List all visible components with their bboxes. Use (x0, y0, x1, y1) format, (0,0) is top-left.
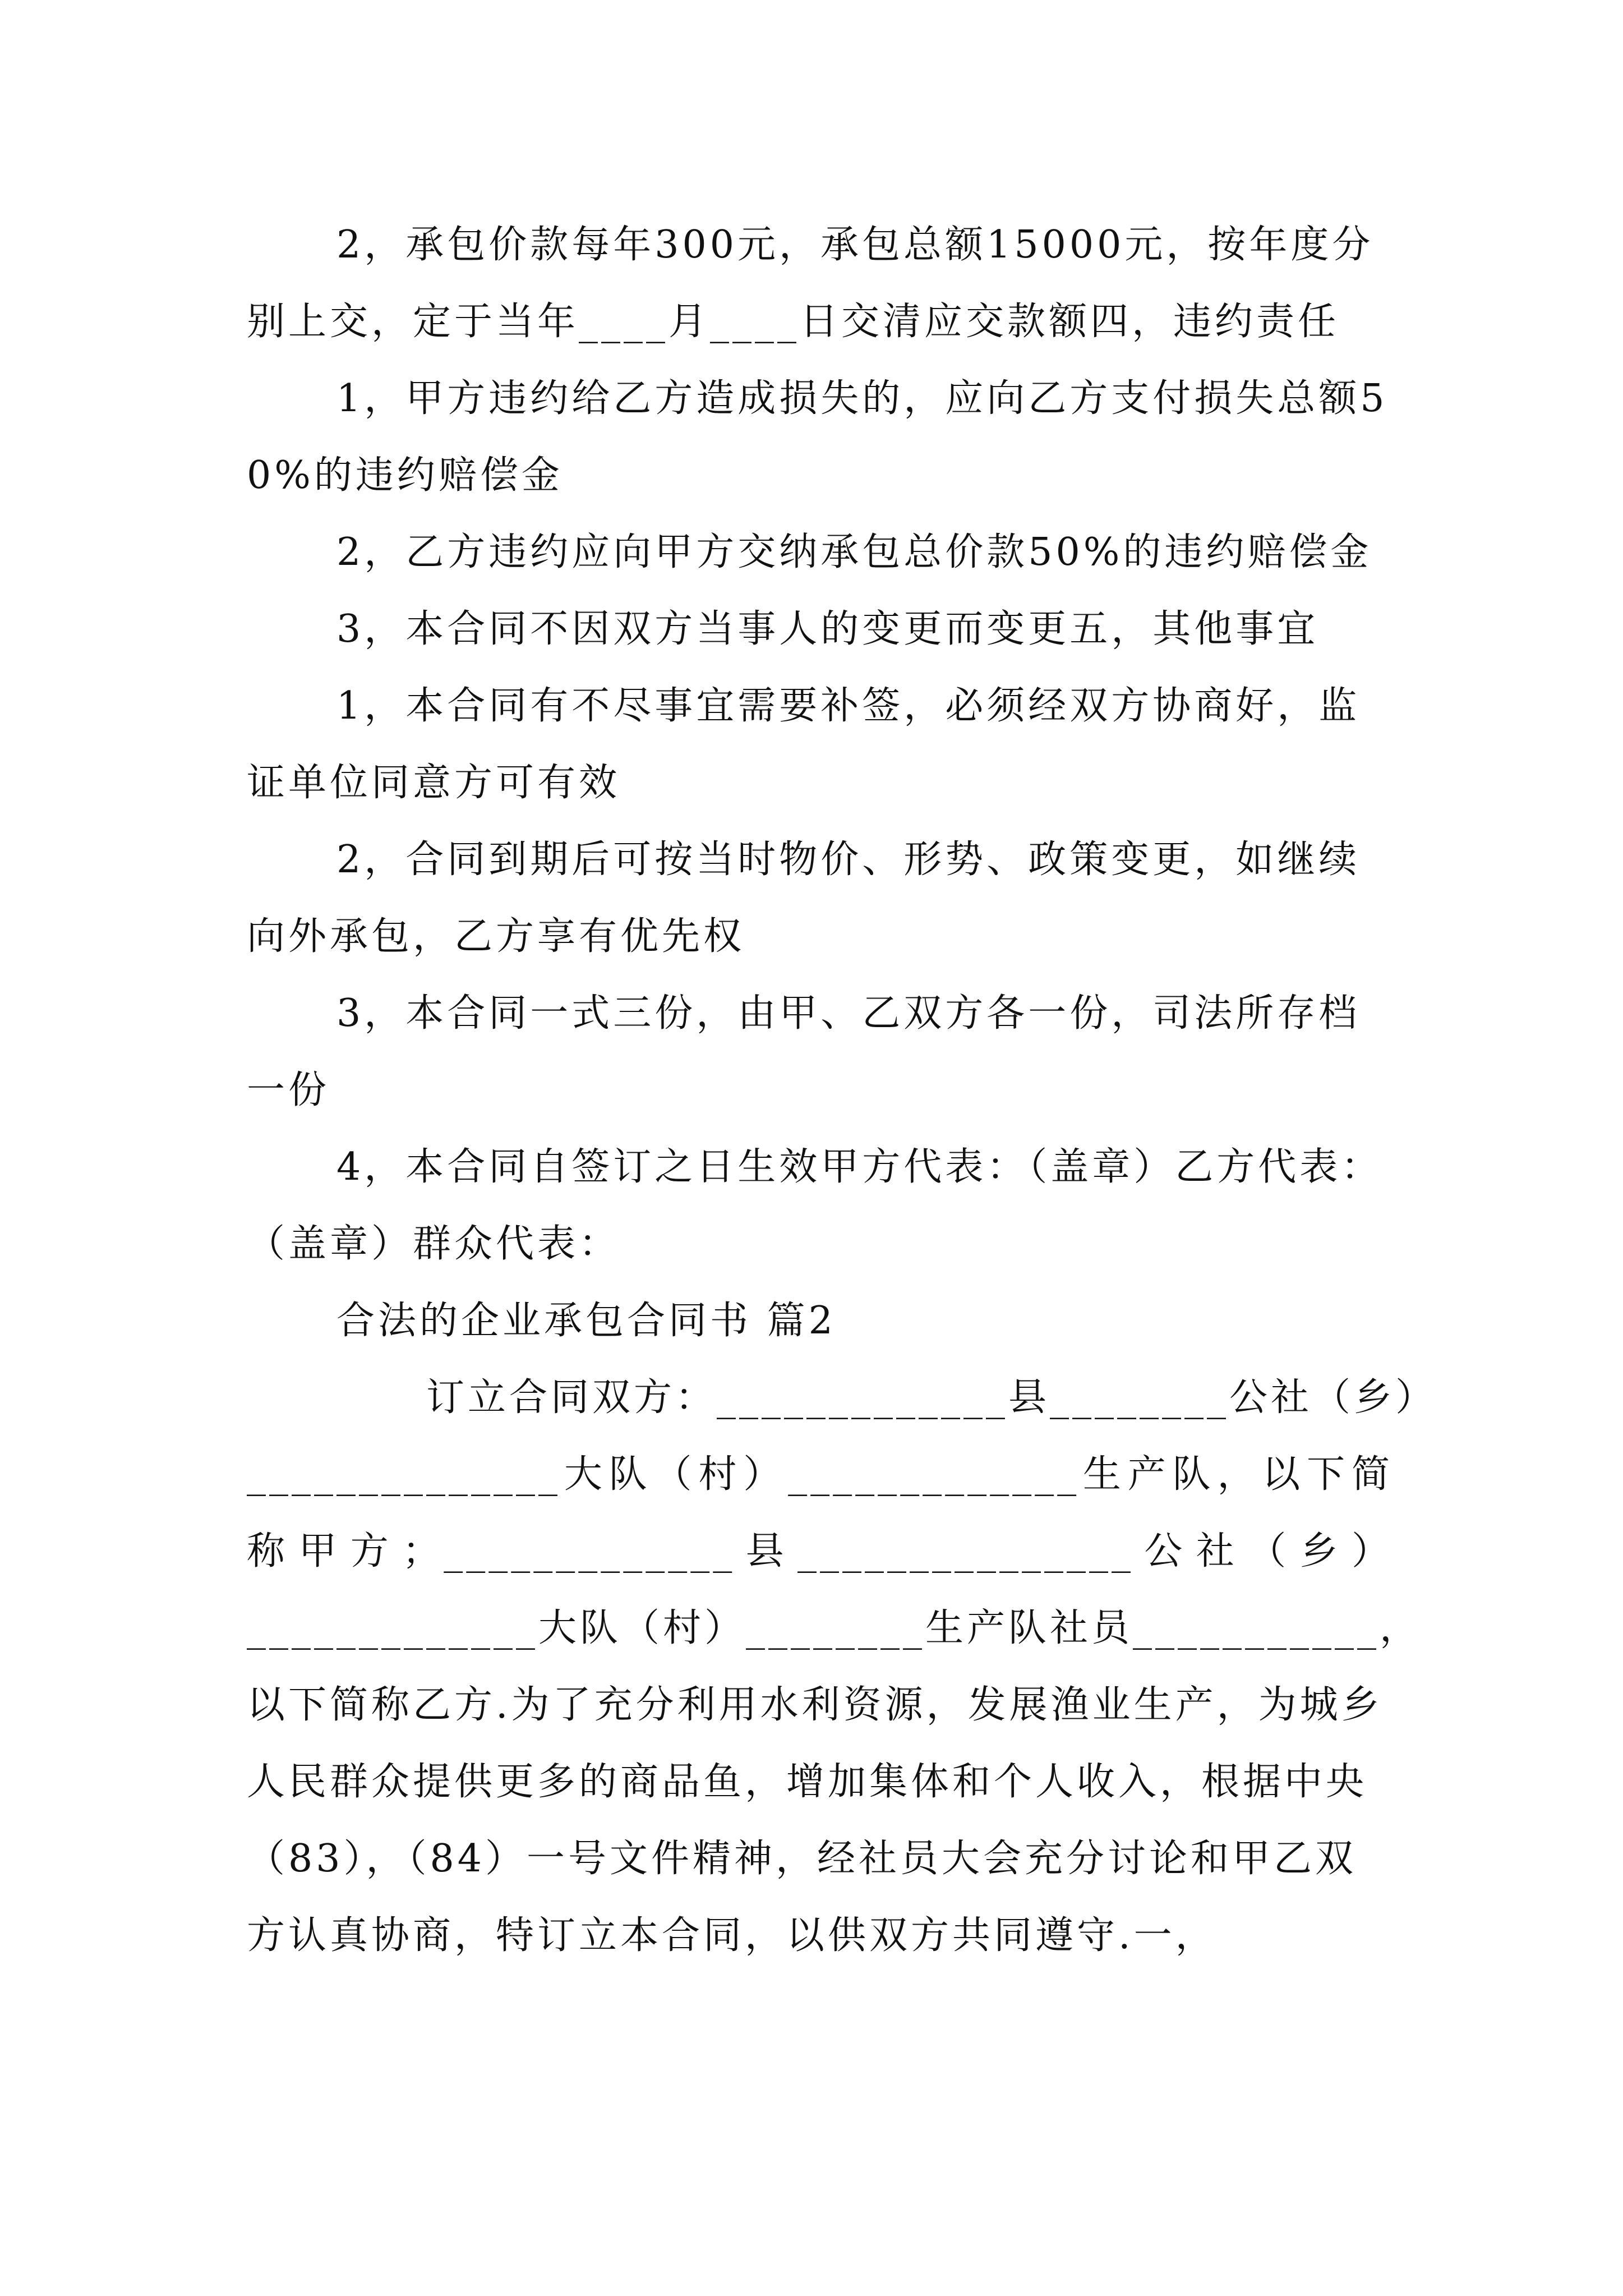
paragraph-purpose: 以下简称乙方.为了充分利用水利资源，发展渔业生产，为城乡人民群众提供更多的商品鱼，增加集体和个人收入，根据中央（83），（84）一号文件精神，经社员大会充分讨论和甲乙双方认真协商，特订立本合同，以供双方共同遵守.一， (247, 1683, 1383, 1958)
document-body (247, 206, 1437, 1974)
paragraph-party-b-breach: 2，乙方违约应向甲方交纳承包总价款50%的违约赔偿金 (336, 530, 1372, 574)
paragraph-supplementary-terms: 1，本合同有不尽事宜需要补签，必须经双方协商好，监证单位同意方可有效 (247, 684, 1361, 805)
paragraph-renewal-priority: 2，合同到期后可按当时物价、形势、政策变更，如继续向外承包，乙方享有优先权 (247, 838, 1361, 959)
paragraph-copies: 3，本合同一式三份，由甲、乙双方各一份，司法所存档一份 (247, 991, 1361, 1112)
parties-line: _____________大队（村）________生产队社员___________， (247, 1606, 1422, 1650)
parties-line: 订立合同双方：_____________县________公社（乡） (426, 1375, 1437, 1420)
paragraph-payment-terms: 2，承包价款每年300元，承包总额15000元，按年度分别上交，定于当年____月____日交清应交款额四，违约责任 (247, 223, 1374, 344)
paragraph-party-a-breach: 1，甲方违约给乙方造成损失的，应向乙方支付损失总额50%的违约赔偿金 (247, 376, 1388, 498)
parties-line: ______________大队（村）_____________生产队，以下简 (247, 1452, 1393, 1497)
paragraph-contract-unchanged: 3，本合同不因双方当事人的变更而变更五，其他事宜 (336, 607, 1319, 651)
contract-parties-block (247, 1359, 1437, 1667)
paragraph-signatures: 4，本合同自签订之日生效甲方代表：（盖章）乙方代表：（盖章）群众代表： (247, 1145, 1383, 1266)
section-title: 合法的企业承包合同书 篇2 (336, 1299, 836, 1343)
parties-line: 称甲方；_____________县_______________公社（乡） (247, 1529, 1393, 1573)
